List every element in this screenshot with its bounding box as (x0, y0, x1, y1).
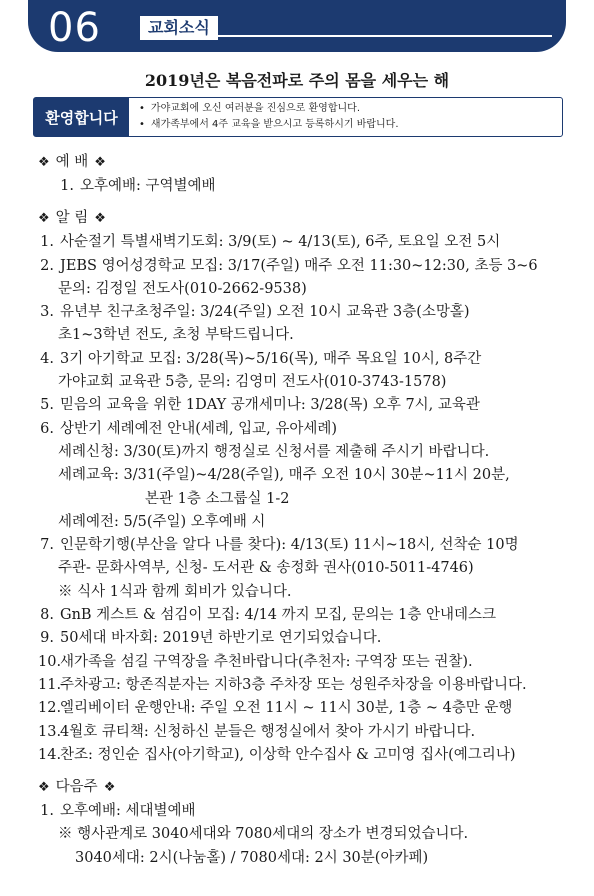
item-number: 9. (40, 630, 54, 647)
item-text: 주차광고: 항존직분자는 지하3층 주차장 또는 성원주차장을 이용바랍니다. (60, 676, 527, 693)
list-item (38, 744, 583, 767)
item-number: 12. (38, 700, 62, 717)
item-text: ※ 행사관계로 3040세대와 7080세대의 장소가 변경되었습니다. (58, 826, 469, 843)
section-number: 06 (48, 5, 101, 51)
item-text: 3기 아기학교 모집: 3/28(목)~5/16(목), 매주 목요일 10시, 8주간 (60, 350, 482, 367)
list-item: 1. 오후예배: 구역별예배 (60, 178, 216, 194)
item-text: 3040세대: 2시(나눔홀) / 7080세대: 2시 30분(아카페) (75, 849, 429, 866)
list-item-continuation (38, 488, 583, 511)
item-number: 14. (38, 746, 62, 763)
worship-section (38, 150, 583, 198)
item-text: 50세대 바자회: 2019년 하반기로 연기되었습니다. (60, 630, 382, 647)
welcome-box (33, 97, 563, 137)
list-item (38, 418, 583, 441)
list-item (38, 697, 583, 720)
item-text: 상반기 세례예전 안내(세례, 입교, 유아세례) (60, 420, 338, 437)
list-item (38, 231, 583, 254)
welcome-item: • 새가족부에서 4주 교육을 받으시고 등록하시기 바랍니다. (139, 117, 399, 133)
item-text: 엘리베이터 운행안내: 주일 오전 11시 ~ 11시 30분, 1층 ~ 4층만 운행 (60, 700, 513, 717)
item-text: 주관- 문화사역부, 신청- 도서관 & 송정화 권사(010-5011-4746) (58, 560, 474, 577)
list-item-continuation (38, 511, 583, 534)
list-item (38, 800, 583, 823)
item-text: 가야교회 교육관 5층, 문의: 김영미 전도사(010-3743-1578) (58, 374, 447, 391)
item-number: 3. (40, 304, 54, 321)
section-heading (38, 775, 583, 800)
worship-heading: 예 배 (55, 154, 89, 170)
list-item-continuation (38, 581, 583, 604)
section-title: 교회소식 (140, 16, 218, 40)
item-number: 2. (40, 257, 54, 274)
item-text: ※ 식사 1식과 함께 회비가 있습니다. (58, 583, 292, 600)
list-item (38, 394, 583, 417)
list-item-continuation (38, 847, 583, 870)
item-text: 문의: 김정일 전도사(010-2662-9538) (58, 280, 307, 297)
item-number: 7. (40, 537, 54, 554)
list-item-continuation (38, 557, 583, 580)
item-text: 사순절기 특별새벽기도회: 3/9(토) ~ 4/13(토), 6주, 토요일 오전 5시 (60, 234, 501, 251)
yearly-theme: 2019년은 복음전파로 주의 몸을 세우는 해 (144, 71, 450, 90)
item-number: 4. (40, 350, 54, 367)
section-heading (38, 206, 583, 231)
next-week-list (38, 800, 583, 870)
item-text: 유년부 친구초청주일: 3/24(주일) 오전 10시 교육관 3층(소망홀) (60, 304, 470, 321)
item-text: 새가족을 섬길 구역장을 추천바랍니다(추천자: 구역장 또는 권찰). (60, 653, 473, 670)
item-text: GnB 게스트 & 섬김이 모집: 4/14 까지 모집, 문의는 1층 안내데스크 (60, 607, 497, 624)
list-item-continuation (38, 441, 583, 464)
item-number: 5. (40, 397, 54, 414)
item-number: 13. (38, 723, 62, 740)
list-item (38, 604, 583, 627)
item-text: 믿음의 교육을 위한 1DAY 공개세미나: 3/28(목) 오후 7시, 교육관 (60, 397, 480, 414)
list-item (38, 721, 583, 744)
diamond-icon: ❖ (103, 780, 116, 796)
diamond-icon: ❖ (38, 780, 50, 796)
item-text: 세례교육: 3/31(주일)~4/28(주일), 매주 오전 10시 30분~11시 20분, (58, 467, 510, 484)
item-number: 11. (38, 676, 62, 693)
item-text: 초1~3학년 전도, 초청 부탁드립니다. (58, 327, 294, 344)
welcome-list (139, 101, 399, 133)
list-item (38, 348, 583, 371)
next-week-heading: 다음주 (55, 779, 98, 796)
item-number: 10. (38, 653, 62, 670)
announcements-heading: 알 림 (55, 210, 89, 227)
list-item (38, 301, 583, 324)
list-item (38, 651, 583, 674)
item-text: 본관 1층 소그룹실 1-2 (145, 490, 290, 507)
news-content (38, 150, 583, 870)
item-number: 6. (40, 420, 54, 437)
list-item-continuation (38, 371, 583, 394)
list-item-continuation (38, 324, 583, 347)
section-heading (38, 150, 583, 175)
welcome-title: 환영합니다 (34, 98, 129, 136)
item-number: 1. (40, 234, 54, 251)
item-text: 4월호 큐티책: 신청하신 분들은 행정실에서 찾아 가시기 바랍니다. (60, 723, 476, 740)
announcement-list (38, 231, 583, 767)
list-item (38, 255, 583, 278)
item-text: 오후예배: 세대별예배 (60, 803, 196, 820)
item-text: 찬조: 정인순 집사(아기학교), 이상학 안수집사 & 고미영 집사(예그리나) (60, 746, 516, 763)
diamond-icon: ❖ (38, 211, 50, 227)
header-bar (28, 0, 566, 52)
list-item (38, 627, 583, 650)
list-item (38, 534, 583, 557)
item-number: 1. (40, 803, 54, 820)
list-item-continuation (38, 464, 583, 487)
item-text: 인문학기행(부산을 알다 나를 찾다): 4/13(토) 11시~18시, 선착순 10명 (60, 537, 519, 554)
diamond-icon: ❖ (94, 211, 106, 227)
next-week-section (38, 775, 583, 870)
diamond-icon: ❖ (94, 155, 106, 170)
announcements-section (38, 206, 583, 767)
item-text: 세례신청: 3/30(토)까지 행정실로 신청서를 제출해 주시기 바랍니다. (58, 443, 490, 460)
item-text: JEBS 영어성경학교 모집: 3/17(주일) 매주 오전 11:30~12:30, 초등 3~6 (60, 257, 538, 274)
list-item (38, 674, 583, 697)
item-text: 세례예전: 5/5(주일) 오후예배 시 (58, 513, 266, 530)
item-number: 8. (40, 607, 54, 624)
diamond-icon: ❖ (38, 155, 50, 170)
section-header (28, 0, 566, 56)
list-item-continuation (38, 823, 583, 846)
list-item-continuation (38, 278, 583, 301)
welcome-item: • 가야교회에 오신 여러분을 진심으로 환영합니다. (139, 101, 399, 117)
